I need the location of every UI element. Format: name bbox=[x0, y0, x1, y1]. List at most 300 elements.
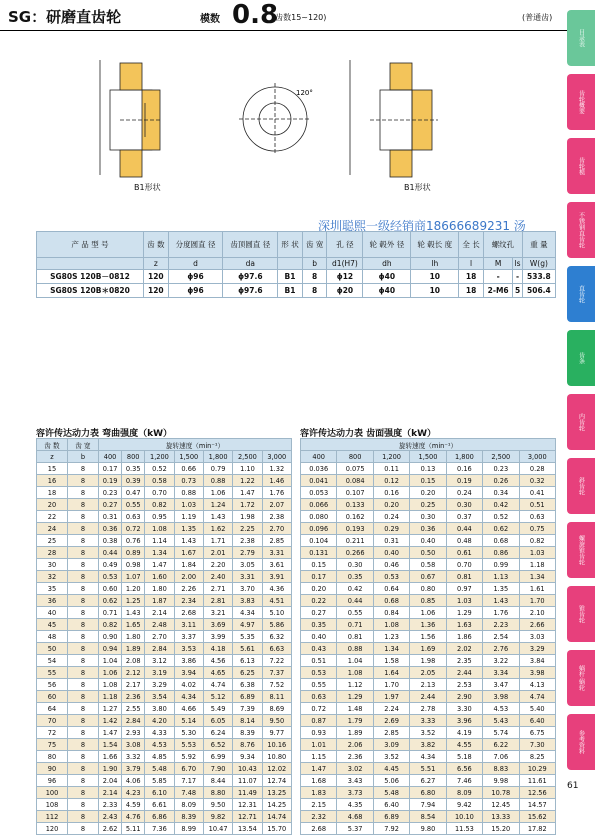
power-cell: 1.63 bbox=[446, 619, 482, 631]
sym-b: b bbox=[68, 451, 99, 463]
surface-row bbox=[301, 715, 556, 727]
teeth-cell: 70 bbox=[37, 715, 68, 727]
power-cell: 0.036 bbox=[301, 463, 337, 475]
width-cell: 8 bbox=[68, 559, 99, 571]
spec-cell: ϕ12 bbox=[327, 270, 363, 284]
power-cell: 1.07 bbox=[122, 571, 145, 583]
surface-row bbox=[301, 763, 556, 775]
surface-row bbox=[301, 583, 556, 595]
surface-row bbox=[301, 499, 556, 511]
bending-row bbox=[37, 583, 292, 595]
power-cell: 1.27 bbox=[99, 703, 122, 715]
bending-row bbox=[37, 739, 292, 751]
power-cell: 2.68 bbox=[174, 607, 203, 619]
bending-row bbox=[37, 463, 292, 475]
power-cell: 10.43 bbox=[233, 763, 262, 775]
power-cell: 0.080 bbox=[301, 511, 337, 523]
power-cell: 3.70 bbox=[233, 583, 262, 595]
power-cell: 3.11 bbox=[174, 619, 203, 631]
spec-header: 重 量 bbox=[522, 232, 555, 258]
power-cell: 5.43 bbox=[483, 715, 519, 727]
power-cell: 3.80 bbox=[145, 703, 174, 715]
power-cell: 1.25 bbox=[122, 595, 145, 607]
power-cell: 4.34 bbox=[174, 691, 203, 703]
sidebar-tab[interactable]: 参考资料 bbox=[567, 714, 595, 770]
power-cell: 3.43 bbox=[337, 775, 373, 787]
speed-col: 400 bbox=[301, 451, 337, 463]
sym-z: z bbox=[37, 451, 68, 463]
teeth-cell: 15 bbox=[37, 463, 68, 475]
power-cell: 2.62 bbox=[99, 823, 122, 835]
power-cell: 2.78 bbox=[410, 703, 446, 715]
power-cell: 2.76 bbox=[483, 643, 519, 655]
power-cell: 4.35 bbox=[337, 799, 373, 811]
surface-row bbox=[301, 475, 556, 487]
power-cell: 5.48 bbox=[373, 787, 409, 799]
power-cell: 7.06 bbox=[483, 751, 519, 763]
power-cell: 5.51 bbox=[410, 763, 446, 775]
power-cell: 2.54 bbox=[483, 631, 519, 643]
spec-row bbox=[37, 270, 556, 284]
power-cell: 0.266 bbox=[337, 547, 373, 559]
bending-row bbox=[37, 763, 292, 775]
power-cell: 6.70 bbox=[174, 763, 203, 775]
power-cell: 4.45 bbox=[373, 763, 409, 775]
header-rule bbox=[0, 30, 567, 31]
power-cell: 4.36 bbox=[262, 583, 291, 595]
spec-symbol: dh bbox=[363, 258, 411, 270]
power-cell: 0.107 bbox=[337, 487, 373, 499]
power-cell: 1.71 bbox=[203, 535, 232, 547]
sidebar-tab[interactable]: 螺旋锥齿轮 bbox=[567, 522, 595, 578]
power-cell: 0.94 bbox=[99, 643, 122, 655]
power-cell: 0.20 bbox=[373, 499, 409, 511]
power-cell: 0.25 bbox=[410, 499, 446, 511]
width-cell: 8 bbox=[68, 619, 99, 631]
power-cell: 0.53 bbox=[99, 571, 122, 583]
power-cell: 1.14 bbox=[145, 535, 174, 547]
power-cell: 3.34 bbox=[483, 667, 519, 679]
power-cell: 0.55 bbox=[337, 607, 373, 619]
bending-row bbox=[37, 595, 292, 607]
spec-header: 轮 毂长 度 bbox=[411, 232, 459, 258]
spec-cell: 120 bbox=[144, 270, 169, 284]
power-cell: 0.81 bbox=[446, 571, 482, 583]
power-cell: 8.39 bbox=[174, 811, 203, 823]
power-cell: 5.49 bbox=[203, 703, 232, 715]
width-cell: 8 bbox=[68, 751, 99, 763]
power-cell: 1.62 bbox=[203, 523, 232, 535]
power-cell: 0.66 bbox=[174, 463, 203, 475]
speed-header: 旋转速度（min⁻¹） bbox=[99, 439, 292, 451]
surface-row bbox=[301, 487, 556, 499]
power-cell: 4.23 bbox=[122, 787, 145, 799]
power-cell: 15.62 bbox=[519, 811, 555, 823]
power-cell: 0.60 bbox=[99, 583, 122, 595]
power-cell: 0.39 bbox=[122, 475, 145, 487]
power-cell: 0.42 bbox=[483, 499, 519, 511]
power-cell: 0.12 bbox=[373, 475, 409, 487]
teeth-cell: 112 bbox=[37, 811, 68, 823]
speed-col: 1,800 bbox=[446, 451, 482, 463]
power-cell: 2.38 bbox=[262, 511, 291, 523]
power-cell: 0.42 bbox=[337, 583, 373, 595]
power-cell: 6.10 bbox=[145, 787, 174, 799]
power-cell: 1.66 bbox=[99, 751, 122, 763]
power-cell: 0.43 bbox=[301, 643, 337, 655]
width-cell: 8 bbox=[68, 475, 99, 487]
power-cell: 3.73 bbox=[337, 787, 373, 799]
power-cell: 3.79 bbox=[122, 763, 145, 775]
spec-symbol: d1(H7) bbox=[327, 258, 363, 270]
bending-row bbox=[37, 643, 292, 655]
power-cell: 0.79 bbox=[203, 463, 232, 475]
speed-col: 1,800 bbox=[203, 451, 232, 463]
power-cell: 7.22 bbox=[262, 655, 291, 667]
teeth-cell: 56 bbox=[37, 679, 68, 691]
spec-symbol: z bbox=[144, 258, 169, 270]
speed-col: 1,500 bbox=[410, 451, 446, 463]
bending-row bbox=[37, 667, 292, 679]
power-cell: 1.47 bbox=[233, 487, 262, 499]
power-cell: 2.84 bbox=[145, 643, 174, 655]
power-cell: 3.32 bbox=[122, 751, 145, 763]
power-cell: 1.29 bbox=[337, 691, 373, 703]
power-cell: 2.70 bbox=[262, 523, 291, 535]
power-cell: 0.99 bbox=[483, 559, 519, 571]
power-cell: 6.27 bbox=[410, 775, 446, 787]
power-cell: 0.41 bbox=[519, 487, 555, 499]
power-cell: 0.58 bbox=[145, 475, 174, 487]
spec-row bbox=[37, 284, 556, 298]
power-cell: 0.68 bbox=[373, 595, 409, 607]
power-cell: 4.34 bbox=[233, 607, 262, 619]
power-cell: 0.46 bbox=[373, 559, 409, 571]
power-cell: 0.35 bbox=[122, 463, 145, 475]
bending-row bbox=[37, 607, 292, 619]
bending-row bbox=[37, 475, 292, 487]
teeth-cell: 18 bbox=[37, 487, 68, 499]
power-cell: 1.08 bbox=[337, 667, 373, 679]
power-cell: 13.54 bbox=[233, 823, 262, 835]
power-cell: 4.53 bbox=[145, 739, 174, 751]
power-cell: 0.93 bbox=[301, 727, 337, 739]
power-cell: 3.82 bbox=[410, 739, 446, 751]
spec-cell: B1 bbox=[278, 270, 303, 284]
power-cell: 0.40 bbox=[373, 547, 409, 559]
power-cell: 0.053 bbox=[301, 487, 337, 499]
power-cell: 2.24 bbox=[373, 703, 409, 715]
power-cell: 2.10 bbox=[519, 607, 555, 619]
bending-row bbox=[37, 751, 292, 763]
speed-col: 1,500 bbox=[174, 451, 203, 463]
power-cell: 0.131 bbox=[301, 547, 337, 559]
power-cell: 1.29 bbox=[446, 607, 482, 619]
bending-row bbox=[37, 823, 292, 835]
power-cell: 2.12 bbox=[122, 667, 145, 679]
power-cell: 12.45 bbox=[483, 799, 519, 811]
power-cell: 1.89 bbox=[122, 643, 145, 655]
power-cell: 0.44 bbox=[446, 523, 482, 535]
teeth-cell: 72 bbox=[37, 727, 68, 739]
power-cell: 3.47 bbox=[483, 679, 519, 691]
bending-row bbox=[37, 547, 292, 559]
surface-row bbox=[301, 679, 556, 691]
sidebar-tab[interactable]: 齿条 bbox=[567, 330, 595, 386]
surface-row bbox=[301, 595, 556, 607]
power-cell: 0.67 bbox=[410, 571, 446, 583]
power-cell: 1.97 bbox=[373, 691, 409, 703]
power-cell: 4.20 bbox=[145, 715, 174, 727]
power-cell: 1.47 bbox=[145, 559, 174, 571]
power-cell: 1.70 bbox=[519, 595, 555, 607]
product-code: SG80S 120B－0812 bbox=[37, 270, 144, 284]
power-cell: 2.93 bbox=[122, 727, 145, 739]
power-cell: 1.87 bbox=[145, 595, 174, 607]
power-cell: 0.133 bbox=[337, 499, 373, 511]
power-cell: 4.55 bbox=[446, 739, 482, 751]
spec-table bbox=[36, 231, 556, 298]
surface-row bbox=[301, 739, 556, 751]
power-cell: 0.84 bbox=[373, 607, 409, 619]
sidebar-tab[interactable]: 锥齿轮 bbox=[567, 586, 595, 642]
power-cell: 4.33 bbox=[145, 727, 174, 739]
power-cell: 3.29 bbox=[519, 643, 555, 655]
power-cell: 2.17 bbox=[122, 679, 145, 691]
power-cell: 0.72 bbox=[122, 523, 145, 535]
width-cell: 8 bbox=[68, 535, 99, 547]
surface-row bbox=[301, 775, 556, 787]
spec-header: 齿 宽 bbox=[302, 232, 327, 258]
power-cell: 0.20 bbox=[301, 583, 337, 595]
power-cell: 4.53 bbox=[483, 703, 519, 715]
power-cell: 0.50 bbox=[410, 547, 446, 559]
power-cell: 1.35 bbox=[483, 583, 519, 595]
power-cell: 3.19 bbox=[145, 667, 174, 679]
power-cell: 0.88 bbox=[174, 487, 203, 499]
power-cell: 1.47 bbox=[301, 763, 337, 775]
power-cell: 2.26 bbox=[174, 583, 203, 595]
bending-row bbox=[37, 727, 292, 739]
power-cell: 0.90 bbox=[99, 631, 122, 643]
power-cell: 17.82 bbox=[519, 823, 555, 835]
product-code: SG80S 120B＊0820 bbox=[37, 284, 144, 298]
width-cell: 8 bbox=[68, 679, 99, 691]
power-cell: 0.86 bbox=[483, 547, 519, 559]
width-cell: 8 bbox=[68, 595, 99, 607]
power-cell: 1.43 bbox=[203, 511, 232, 523]
power-cell: 2.14 bbox=[99, 787, 122, 799]
sidebar-tab[interactable]: 不锈钢直齿轮 bbox=[567, 202, 595, 258]
power-cell: 1.98 bbox=[233, 511, 262, 523]
power-cell: 5.48 bbox=[145, 763, 174, 775]
sidebar-tab[interactable]: 内齿轮 bbox=[567, 394, 595, 450]
bending-row bbox=[37, 559, 292, 571]
power-cell: 6.40 bbox=[373, 799, 409, 811]
power-cell: 3.86 bbox=[174, 655, 203, 667]
spec-cell: ϕ96 bbox=[168, 270, 223, 284]
angle-label: 120° bbox=[296, 89, 313, 97]
surface-row bbox=[301, 511, 556, 523]
speed-col: 800 bbox=[337, 451, 373, 463]
power-cell: 3.05 bbox=[233, 559, 262, 571]
power-cell: 7.94 bbox=[410, 799, 446, 811]
power-cell: 6.25 bbox=[233, 667, 262, 679]
power-cell: 10.47 bbox=[203, 823, 232, 835]
surface-row bbox=[301, 751, 556, 763]
power-cell: 2.81 bbox=[203, 595, 232, 607]
sidebar-tab[interactable]: 目录表 bbox=[567, 10, 595, 66]
power-cell: 5.53 bbox=[174, 739, 203, 751]
power-cell: 12.71 bbox=[233, 811, 262, 823]
power-cell: 0.19 bbox=[446, 475, 482, 487]
power-cell: 1.90 bbox=[99, 763, 122, 775]
power-cell: 3.52 bbox=[410, 727, 446, 739]
width-cell: 8 bbox=[68, 691, 99, 703]
power-cell: 14.25 bbox=[262, 799, 291, 811]
power-cell: 0.27 bbox=[99, 499, 122, 511]
power-cell: 0.32 bbox=[519, 475, 555, 487]
power-cell: 5.18 bbox=[446, 751, 482, 763]
teeth-cell: 35 bbox=[37, 583, 68, 595]
power-cell: 11.53 bbox=[446, 823, 482, 835]
bending-row bbox=[37, 787, 292, 799]
power-cell: 3.99 bbox=[203, 631, 232, 643]
bending-row bbox=[37, 775, 292, 787]
power-cell: 1.58 bbox=[373, 655, 409, 667]
teeth-cell: 60 bbox=[37, 691, 68, 703]
power-cell: 6.13 bbox=[233, 655, 262, 667]
width-cell: 8 bbox=[68, 571, 99, 583]
power-cell: 10.80 bbox=[262, 751, 291, 763]
power-cell: 9.80 bbox=[410, 823, 446, 835]
power-cell: 8.54 bbox=[410, 811, 446, 823]
bending-table bbox=[36, 438, 292, 835]
power-cell: 1.56 bbox=[410, 631, 446, 643]
power-cell: 8.39 bbox=[233, 727, 262, 739]
power-cell: 1.18 bbox=[99, 691, 122, 703]
power-cell: 12.56 bbox=[519, 787, 555, 799]
speed-col: 2,500 bbox=[233, 451, 262, 463]
power-cell: 0.35 bbox=[301, 619, 337, 631]
power-cell: 3.98 bbox=[483, 691, 519, 703]
power-cell: 0.34 bbox=[483, 487, 519, 499]
power-cell: 1.47 bbox=[99, 727, 122, 739]
power-cell: 0.23 bbox=[99, 487, 122, 499]
bending-row bbox=[37, 535, 292, 547]
spec-cell: 5 bbox=[513, 284, 522, 298]
power-cell: 11.61 bbox=[519, 775, 555, 787]
power-cell: 0.11 bbox=[373, 463, 409, 475]
bending-row bbox=[37, 631, 292, 643]
power-cell: 15.20 bbox=[483, 823, 519, 835]
power-cell: 7.52 bbox=[262, 679, 291, 691]
surface-body bbox=[301, 463, 556, 835]
power-cell: 0.36 bbox=[99, 523, 122, 535]
power-cell: 4.18 bbox=[203, 643, 232, 655]
power-cell: 1.61 bbox=[519, 583, 555, 595]
width-cell: 8 bbox=[68, 763, 99, 775]
teeth-cell: 120 bbox=[37, 823, 68, 835]
spec-cell: ϕ20 bbox=[327, 284, 363, 298]
sidebar-tab[interactable]: 齿轮模 bbox=[567, 138, 595, 194]
power-cell: 1.03 bbox=[519, 547, 555, 559]
power-cell: 5.61 bbox=[233, 643, 262, 655]
sidebar-tab[interactable]: 直齿轮 bbox=[567, 266, 595, 322]
power-cell: 6.56 bbox=[446, 763, 482, 775]
grade-label: (普通齿) bbox=[522, 13, 553, 22]
series-title: SG：研磨直齿轮 bbox=[8, 8, 122, 26]
power-cell: 6.52 bbox=[203, 739, 232, 751]
bending-row bbox=[37, 523, 292, 535]
spec-cell: ϕ40 bbox=[363, 270, 411, 284]
power-cell: 2.85 bbox=[262, 535, 291, 547]
surface-row bbox=[301, 523, 556, 535]
surface-row bbox=[301, 655, 556, 667]
power-cell: 0.75 bbox=[519, 523, 555, 535]
power-cell: 4.66 bbox=[174, 703, 203, 715]
power-cell: 5.35 bbox=[233, 631, 262, 643]
power-cell: 0.88 bbox=[337, 643, 373, 655]
power-cell: 1.24 bbox=[203, 499, 232, 511]
power-cell: 4.85 bbox=[145, 751, 174, 763]
power-cell: 3.31 bbox=[233, 571, 262, 583]
power-cell: 6.99 bbox=[203, 751, 232, 763]
spec-cell: ϕ96 bbox=[168, 284, 223, 298]
power-cell: 7.90 bbox=[203, 763, 232, 775]
power-cell: 3.02 bbox=[337, 763, 373, 775]
power-cell: 1.01 bbox=[301, 739, 337, 751]
teeth-cell: 48 bbox=[37, 631, 68, 643]
width-cell: 8 bbox=[68, 823, 99, 835]
speed-header: 旋转速度（min⁻¹） bbox=[301, 439, 556, 451]
power-cell: 0.23 bbox=[483, 463, 519, 475]
power-cell: 0.71 bbox=[337, 619, 373, 631]
power-cell: 1.43 bbox=[483, 595, 519, 607]
power-cell: 2.04 bbox=[99, 775, 122, 787]
spec-header: 螺纹孔 bbox=[483, 232, 522, 258]
bending-row bbox=[37, 655, 292, 667]
power-cell: 3.69 bbox=[203, 619, 232, 631]
spec-header: 分度圆直 径 bbox=[168, 232, 223, 258]
sidebar-tab[interactable]: 齿轮概要 bbox=[567, 74, 595, 130]
power-cell: 8.25 bbox=[519, 751, 555, 763]
surface-row bbox=[301, 787, 556, 799]
sidebar-tab[interactable]: 蜗杆·蜗轮 bbox=[567, 650, 595, 706]
power-cell: 1.06 bbox=[203, 487, 232, 499]
spec-cell: 18 bbox=[459, 284, 484, 298]
power-cell: 0.24 bbox=[446, 487, 482, 499]
power-cell: 0.82 bbox=[145, 499, 174, 511]
gear-drawing bbox=[90, 55, 450, 180]
power-cell: 1.76 bbox=[483, 607, 519, 619]
surface-row bbox=[301, 619, 556, 631]
sidebar-tab[interactable]: 斜齿轮 bbox=[567, 458, 595, 514]
power-cell: 1.34 bbox=[145, 547, 174, 559]
power-cell: 0.82 bbox=[519, 535, 555, 547]
power-cell: 0.104 bbox=[301, 535, 337, 547]
teeth-cell: 90 bbox=[37, 763, 68, 775]
power-cell: 9.50 bbox=[203, 799, 232, 811]
power-cell: 0.88 bbox=[203, 475, 232, 487]
power-cell: 3.53 bbox=[174, 643, 203, 655]
power-cell: 2.44 bbox=[446, 667, 482, 679]
spec-header: 轮 毂外 径 bbox=[363, 232, 411, 258]
power-cell: 8.83 bbox=[483, 763, 519, 775]
surface-title: 容许传达动力表 齿面强度（kW） bbox=[300, 429, 437, 439]
power-cell: 0.70 bbox=[145, 487, 174, 499]
power-cell: 0.55 bbox=[122, 499, 145, 511]
